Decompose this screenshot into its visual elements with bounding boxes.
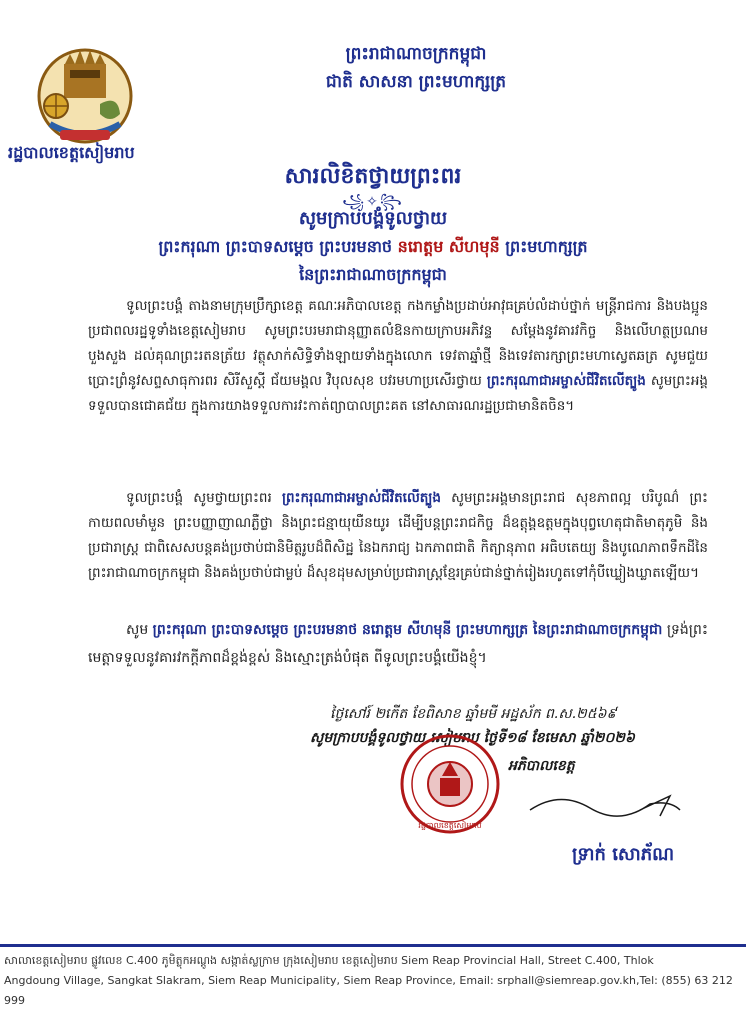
- footer-address: [4, 951, 744, 1011]
- paragraph-2-text-b: សូមព្រះអង្គមានព្រះរាជ សុខភាពល្អ បរិបូណ៌ ព្រះកាយពលមាំមួន ព្រះបញ្ញាញាណភ្លឺថ្លា និងព្រះជន្មាយុយឺនយូរ ដើម្បីបន្តព្រះរាជកិច្ច ដ៏ឧត្តុង្គឧត្តមក្នុងបុព្វហេតុជាតិមាតុភូមិ និងប្រជារាស្ត្រ ជាពិសេសបន្តគង់ប្រថាប់ជានិមិត្តរូបដ៏ពិសិដ្ឋ នៃឯករាជ្យ ឯកភាពជាតិ កិត្យានុភាព អធិបតេយ្យ និងបូណេភាពទឹកដីនៃព្រះរាជាណាចក្រកម្ពុជា និងគង់ប្រថាប់ជាម្លប់ ដ៏សុខដុមសម្រាប់ប្រជារាស្ត្រខ្មែរគ្រប់ជាន់ថ្នាក់រៀងរហូតទៅកុំបីឃ្លៀងឃ្លាតឡើយ។: [88, 490, 708, 581]
- paragraph-1-text-b: សូមព្រះអង្គទទួលបានជោគជ័យ ក្នុងការយាងទទួលការវះកាត់ព្យាបាលព្រះគត នៅសាធារណរដ្ឋប្រជាមានិតចិន។: [88, 373, 708, 414]
- footer-divider: [0, 944, 746, 947]
- paragraph-3-bold: ព្រះករុណា ព្រះបាទសម្តេច ព្រះបរមនាថ នរោត្តម សីហមុនី ព្រះមហាក្សត្រ នៃព្រះរាជាណាចក្រកម្ពុជា: [152, 622, 663, 638]
- motto-text: ជាតិ សាសនា ព្រះមហាក្សត្រ: [325, 72, 507, 92]
- paragraph-1-text-a: ទូលព្រះបង្គំ តាងនាមក្រុមប្រឹក្សាខេត្ត គណៈអភិបាលខេត្ត កងកម្លាំងប្រដាប់អាវុធគ្រប់លំដាប់ថ្នាក់ មន្ត្រីរាជការ និងបងប្អូនប្រជាពលរដ្ឋទូទាំងខេត្តសៀមរាប សូមព្រះបរមរាជានុញ្ញាតលំឱនកាយក្រាបអភិវន្ទ សម្តែងនូវគារវកិច្ច និងលើហត្ថប្រណម បួងសួង ដល់គុណព្រះរតនត្រ័យ វត្ថុសាក់សិទ្ធិទាំងឡាយទាំងក្នុងលោក ទេវតាឆ្នាំថ្មី និងទេវតារក្សាព្រះមហាស្វេតឆត្រ សូមជួយប្រោះព្រំនូវសព្ទសាធុការពរ សិរីសួស្តី ជ័យមង្គល វិបុលសុខ បវរមហាប្រសើរថ្វាយ: [88, 298, 708, 389]
- lunar-date: ថ្ងៃសៅរ៍ ២កើត ខែពិសាខ ឆ្នាំមមី អដ្ឋស័ក ព.ស.២៥៦៩: [330, 706, 617, 722]
- kingdom-motto: [296, 40, 536, 96]
- solar-date-prefix: សូមក្រាបបង្គំទូលថ្វាយ: [310, 730, 426, 746]
- address-line-3: នៃព្រះរាជាណាចក្រកម្ពុជា: [299, 265, 447, 284]
- solar-date-text: សៀមរាប ថ្ងៃទី១៨ ខែមេសា ឆ្នាំ២០២៦: [425, 730, 635, 746]
- signer-name: ទ្រាក់ សោភ័ណ: [572, 844, 675, 865]
- seal-text: រដ្ឋបាលខេត្តសៀមរាប: [418, 821, 482, 830]
- footer-line-2: Angdoung Village, Sangkat Slakram, Siem Reap Municipality, Siem Reap Province, Email: srphall@siemreap.gov.kh,Tel: (855) 63 212 999: [4, 974, 733, 1007]
- address-prefix: ព្រះករុណា ព្រះបាទសម្តេច ព្រះបរមនាថ: [158, 237, 398, 256]
- paragraph-1-bold: ព្រះករុណាជាអម្ចាស់ជីវិតលើត្បូង: [486, 373, 646, 389]
- paragraph-3-text-b: ទ្រង់ព្រះមេត្តាទទួលនូវគារវកក្តីភាពដ៏ខ្ពង់ខ្ពស់ និងស្មោះត្រង់បំផុត ពីទូលព្រះបង្គំយើងខ្ញុំ។: [88, 622, 708, 666]
- paragraph-2: [88, 486, 708, 586]
- address-suffix: ព្រះមហាក្សត្រ: [499, 237, 588, 256]
- office-name: រដ្ឋបាលខេត្តសៀមរាប: [8, 143, 135, 162]
- provincial-emblem-icon: [30, 44, 140, 148]
- paragraph-2-bold: ព្រះករុណាជាអម្ចាស់ជីវិតលើត្បូង: [281, 490, 441, 506]
- address-line-1: សូមក្រាបបង្គំទូលថ្វាយ: [298, 208, 448, 229]
- paragraph-3: [88, 616, 708, 672]
- paragraph-3-text-a: សូម: [126, 622, 153, 638]
- letter-title: សារលិខិតថ្វាយព្រះពរ: [284, 163, 462, 189]
- signer-title: អភិបាលខេត្ត: [508, 758, 575, 774]
- paragraph-1: [88, 294, 708, 419]
- address-line-2: [0, 236, 746, 260]
- official-seal-icon: [398, 732, 502, 836]
- paragraph-2-text-a: ទូលព្រះបង្គំ សូមថ្វាយព្រះពរ: [126, 490, 282, 506]
- footer-line-1: សាលាខេត្តសៀមរាប ផ្លូវលេខ C.400 ភូមិត្លុកអណ្តូង សង្កាត់ស្លក្រាម ក្រុងសៀមរាប ខេត្តសៀមរាប Siem Reap Provincial Hall, Street C.400, Thlok: [4, 954, 654, 967]
- king-name: នរោត្តម សីហមុនី: [397, 237, 500, 256]
- signature-icon: [520, 780, 700, 830]
- kingdom-name: ព្រះរាជាណាចក្រកម្ពុជា: [345, 44, 487, 64]
- ornament-divider: ꧁✧꧂: [342, 194, 404, 210]
